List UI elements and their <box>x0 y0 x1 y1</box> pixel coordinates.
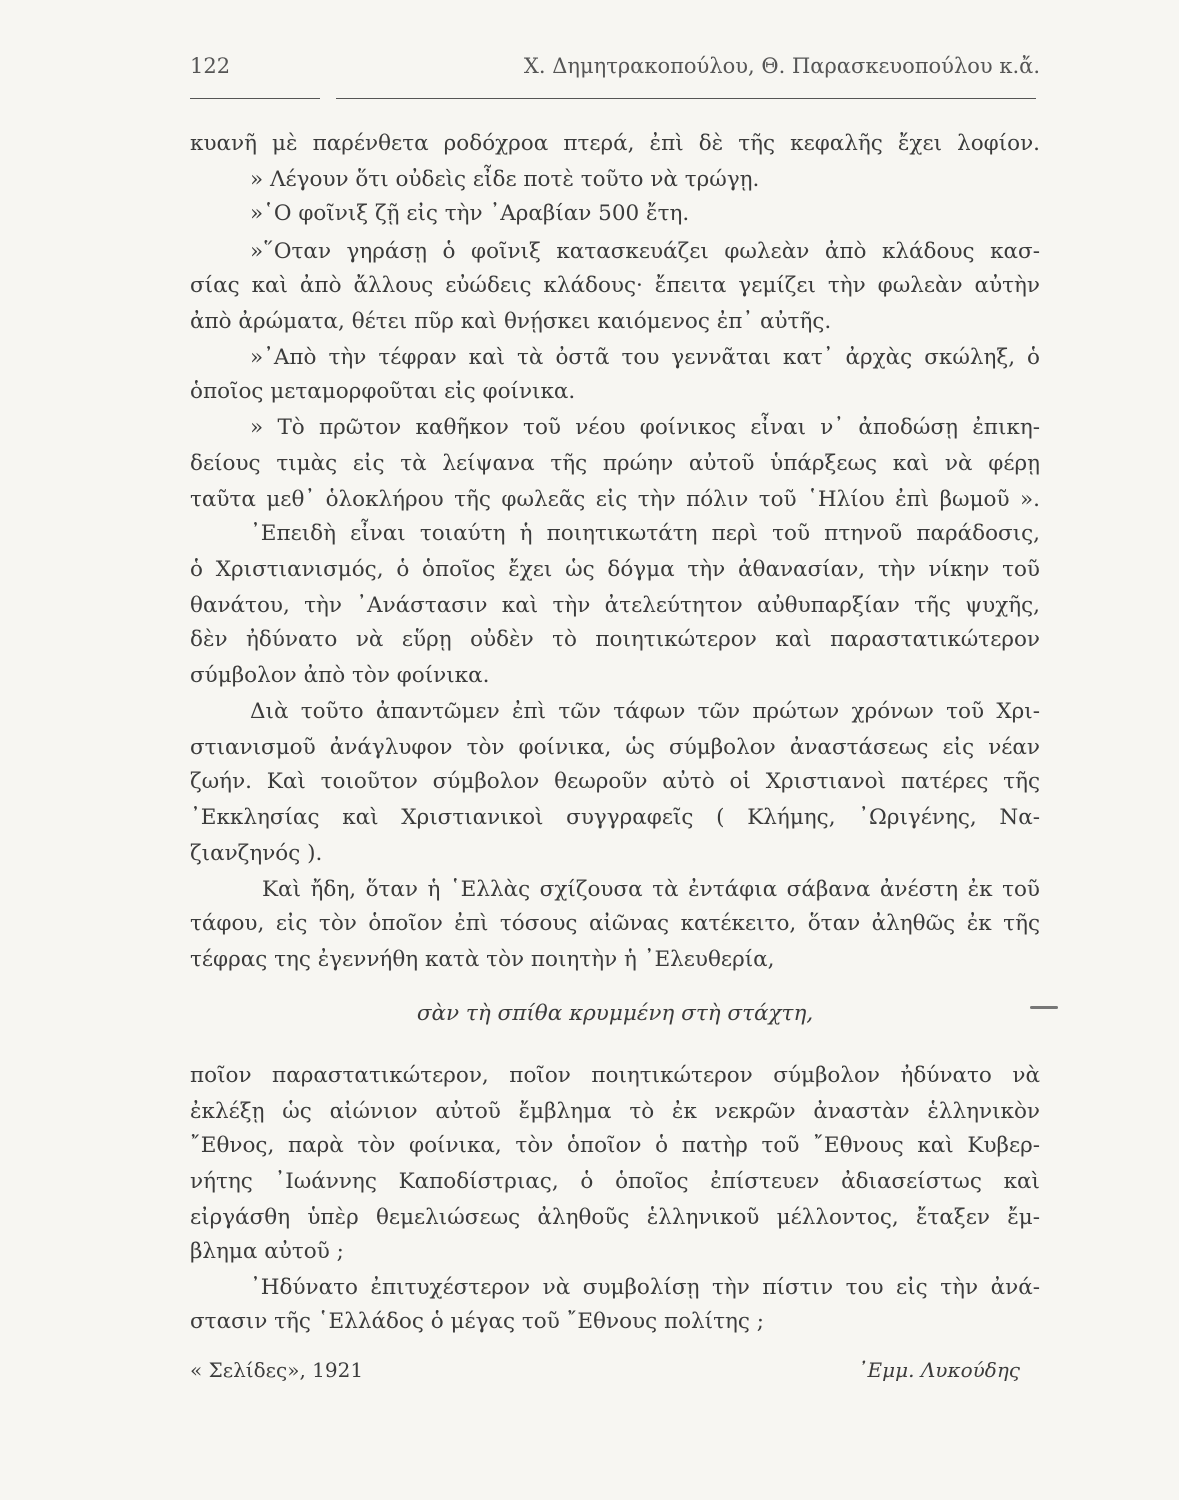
text-line: στασιν τῆς ῾Ελλάδος ὁ μέγας τοῦ ῎Εθνους πολίτης ; <box>190 1309 764 1334</box>
text-line: δὲν ἠδύνατο νὰ εὕρῃ οὐδὲν τὸ ποιητικώτερον καὶ παραστατικώτερον <box>190 627 1040 652</box>
text-line: ἀπὸ ἀρώματα, θέτει πῦρ καὶ θνῄσκει καιόμενος ἐπ᾿ αὐτῆς. <box>190 309 832 334</box>
text-line: εἰργάσθη ὑπὲρ θεμελιώσεως ἀληθοῦς ἑλληνικοῦ μέλλοντος, ἔταξεν ἔμ- <box>190 1205 1040 1230</box>
text-line: ᾿Επειδὴ εἶναι τοιαύτη ἡ ποιητικωτάτη περὶ τοῦ πτηνοῦ παράδοσις, <box>250 521 1040 546</box>
text-line: τάφου, εἰς τὸν ὁποῖον ἐπὶ τόσους αἰῶνας κατέκειτο, ὅταν ἀληθῶς ἐκ τῆς <box>190 911 1040 936</box>
running-title: Χ. Δημητρακοπούλου, Θ. Παρασκευοπούλου κ.ἄ. <box>523 54 1040 78</box>
text-line: βλημα αὐτοῦ ; <box>190 1239 344 1264</box>
text-line: » Τὸ πρῶτον καθῆκον τοῦ νέου φοίνικος εἶναι ν᾿ ἀποδώσῃ ἐπικη- <box>250 415 1040 440</box>
text-line: ἐκλέξῃ ὡς αἰώνιον αὐτοῦ ἔμβλημα τὸ ἐκ νεκρῶν ἀναστὰν ἑλληνικὸν <box>190 1099 1040 1124</box>
text-line: ταῦτα μεθ᾿ ὁλοκλήρου τῆς φωλεᾶς εἰς τὴν πόλιν τοῦ ῾Ηλίου ἐπὶ βωμοῦ ». <box>190 487 1040 512</box>
text-line: Διὰ τοῦτο ἀπαντῶμεν ἐπὶ τῶν τάφων τῶν πρώτων χρόνων τοῦ Χρι- <box>250 699 1040 724</box>
text-line: ὁποῖος μεταμορφοῦται εἰς φοίνικα. <box>190 379 576 404</box>
author-name: ᾿Εμμ. Λυκούδης <box>857 1358 1020 1382</box>
text-line: θανάτου, τὴν ᾿Ανάστασιν καὶ τὴν ἀτελεύτητον αὐθυπαρξίαν τῆς ψυχῆς, <box>190 593 1040 618</box>
text-line: »῞Οταν γηράσῃ ὁ φοῖνιξ κατασκευάζει φωλεὰν ἀπὸ κλάδους κασ- <box>250 239 1040 264</box>
text-line: δείους τιμὰς εἰς τὰ λείψανα τῆς πρώην αὐτοῦ ὑπάρξεως καὶ νὰ φέρῃ <box>190 451 1040 476</box>
text-line: ὁ Χριστιανισμός, ὁ ὁποῖος ἔχει ὡς δόγμα τὴν ἀθανασίαν, τὴν νίκην τοῦ <box>190 557 1040 582</box>
page-header <box>190 54 1040 90</box>
text-line: Καὶ ἤδη, ὅταν ἡ ῾Ελλὰς σχίζουσα τὰ ἐντάφια σάβανα ἀνέστη ἐκ τοῦ <box>262 877 1040 902</box>
text-line: σίας καὶ ἀπὸ ἄλλους εὐώδεις κλάδους· ἔπειτα γεμίζει τὴν φωλεὰν αὐτὴν <box>190 273 1040 298</box>
text-line: τέφρας της ἐγεννήθη κατὰ τὸν ποιητὴν ἡ ᾿Ελευθερία, <box>190 947 775 972</box>
header-rule-right <box>336 98 1036 99</box>
text-line: »᾿Απὸ τὴν τέφραν καὶ τὰ ὀστᾶ του γεννᾶται κατ᾿ ἀρχὰς σκώληξ, ὁ <box>250 345 1040 370</box>
page-number: 122 <box>190 54 231 78</box>
verse-quote: σὰν τὴ σπίθα κρυμμένη στὴ στάχτη, <box>416 1001 814 1026</box>
text-line: ζιανζηνός ). <box>190 841 323 866</box>
text-line: κυανῆ μὲ παρένθετα ροδόχροα πτερά, ἐπὶ δὲ τῆς κεφαλῆς ἔχει λοφίον. <box>190 131 1040 156</box>
text-line: σύμβολον ἀπὸ τὸν φοίνικα. <box>190 663 490 688</box>
header-rule-left <box>190 98 320 99</box>
text-line: ζωήν. Καὶ τοιοῦτον σύμβολον θεωροῦν αὐτὸ οἱ Χριστιανοὶ πατέρες τῆς <box>190 769 1040 794</box>
ink-mark <box>1030 1006 1058 1009</box>
text-line: ᾿Ηδύνατο ἐπιτυχέστερον νὰ συμβολίσῃ τὴν πίστιν του εἰς τὴν ἀνά- <box>250 1275 1040 1300</box>
text-line: »῾Ο φοῖνιξ ζῇ εἰς τὴν ᾿Αραβίαν 500 ἔτη. <box>250 201 690 226</box>
text-line: ᾿Εκκλησίας καὶ Χριστιανικοὶ συγγραφεῖς ( Κλήμης, ᾿Ωριγένης, Να- <box>190 805 1040 830</box>
text-line: » Λέγουν ὅτι οὐδεὶς εἶδε ποτὲ τοῦτο νὰ τρώγῃ. <box>250 167 760 192</box>
citation-footer <box>190 1358 1020 1392</box>
text-line: ποῖον παραστατικώτερον, ποῖον ποιητικώτερον σύμβολον ἠδύνατο νὰ <box>190 1063 1040 1088</box>
text-line: νήτης ᾿Ιωάννης Καποδίστριας, ὁ ὁποῖος ἐπίστευεν ἀδιασείστως καὶ <box>190 1169 1040 1194</box>
text-line: στιανισμοῦ ἀνάγλυφον τὸν φοίνικα, ὡς σύμβολον ἀναστάσεως εἰς νέαν <box>190 735 1040 760</box>
source-citation: « Σελίδες», 1921 <box>190 1358 364 1382</box>
text-line: ῎Εθνος, παρὰ τὸν φοίνικα, τὸν ὁποῖον ὁ πατὴρ τοῦ ῎Εθνους καὶ Κυβερ- <box>190 1133 1040 1158</box>
